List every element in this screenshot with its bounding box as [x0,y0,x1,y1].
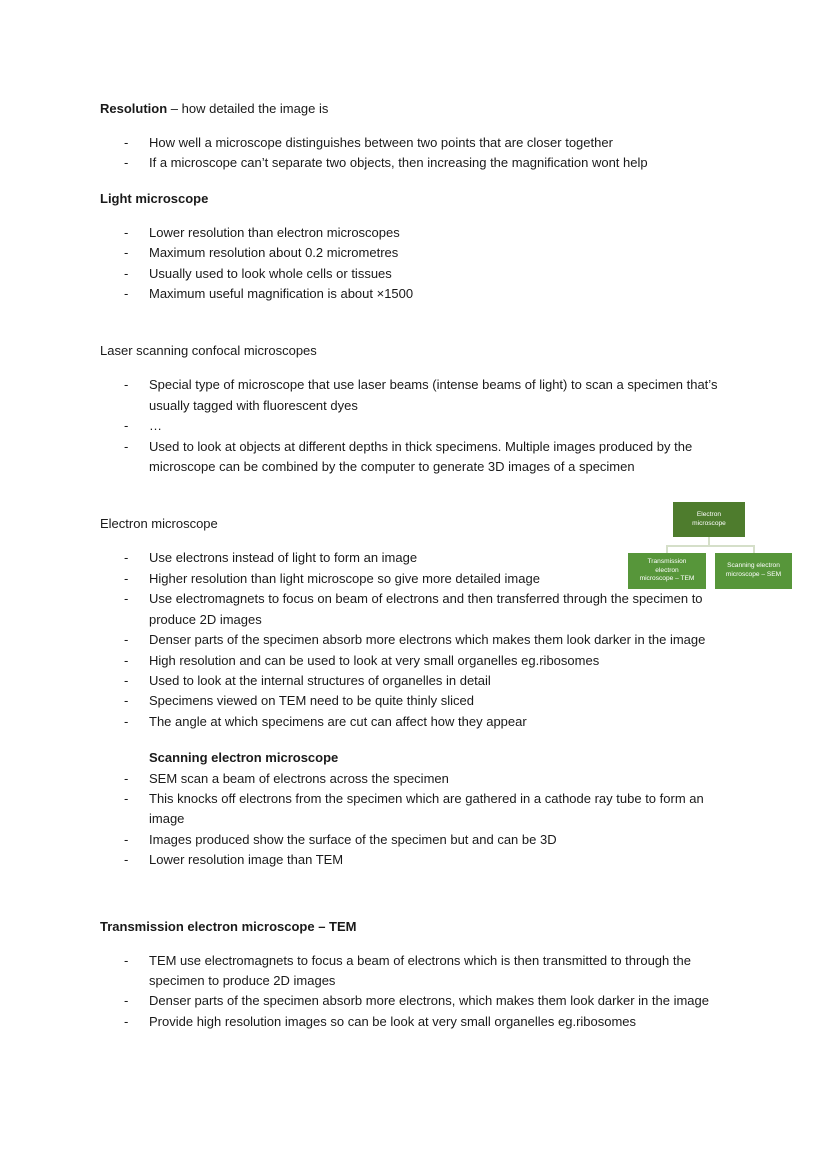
list-item-text: Used to look at the internal structures of organelles in detail [149,672,491,688]
list-item [100,850,740,870]
list-item-text: Lower resolution than electron microscopes [149,224,400,240]
diagram-box-left-line3: microscope – TEM [639,575,695,583]
list-item [100,133,740,153]
list-confocal-microscopes [100,375,740,477]
dash-bullet-icon: - [124,418,129,434]
list-item-text: The angle at which specimens are cut can affect how they appear [149,713,527,729]
diagram-box-left-line1: Transmission [647,558,687,566]
list-item-text: Used to look at objects at different depths in thick specimens. Multiple images produced by the microscope can be combined by the computer to generate 3D images of a specimen [149,438,693,475]
heading-electron-microscope: Electron microscope [100,516,218,532]
list-light-microscope [100,223,740,305]
connector-vertical-right [753,545,755,553]
list-item-text: TEM use electromagnets to focus a beam of electrons which is then transmitted to through the specimen to produce 2D images [149,952,691,988]
list-item [100,284,740,304]
list-item-text: Denser parts of the specimen absorb more electrons, which makes them look darker in the image [149,993,709,1009]
list-item-text: Usually used to look whole cells or tissues [149,265,392,281]
list-item [100,789,740,830]
spacer [100,359,740,375]
dash-bullet-icon: - [124,993,129,1009]
list-item [100,223,740,243]
heading-resolution [100,100,740,117]
dash-bullet-icon: - [124,155,129,171]
electron-microscope-hierarchy-diagram [620,498,800,593]
list-item [100,1012,740,1032]
list-item [100,630,740,650]
dash-bullet-icon: - [124,770,129,786]
list-item-text: Use electrons instead of light to form an image [149,550,418,566]
dash-bullet-icon: - [124,265,129,281]
list-item-text: … [149,418,162,434]
diagram-box-scanning-electron-microscope [715,553,792,589]
heading-transmission-electron-microscope: Transmission electron microscope – TEM [100,918,357,934]
subheading-scanning-electron-microscope: Scanning electron microscope [149,750,339,766]
diagram-box-right-line2: microscope – SEM [725,571,782,578]
list-item [100,691,740,711]
heading-resolution-rest: – how detailed the image is [167,101,329,116]
spacer [100,117,740,133]
diagram-box-top-line1: Electron [696,510,722,518]
dash-bullet-icon: - [124,632,129,648]
dash-bullet-icon: - [124,377,129,393]
list-item [100,769,740,789]
list-item [100,416,740,436]
list-item [100,375,740,416]
list-item [100,991,740,1011]
list-item-text: Special type of microscope that use laser beams (intense beams of light) to scan a specimen that’s usually tagged with fluorescent dyes [149,377,718,413]
heading-resolution-bold: Resolution [100,101,168,116]
spacer [100,909,740,918]
list-item-text: Maximum useful magnification is about ×1500 [149,286,414,302]
list-item [100,264,740,284]
diagram-box-top-line2: microscope [692,519,726,527]
dash-bullet-icon: - [124,952,129,968]
spacer [100,207,740,223]
list-item [100,651,740,671]
list-item-text: If a microscope can’t separate two objects, then increasing the magnification wont help [149,155,648,171]
dash-bullet-icon: - [124,550,129,566]
diagram-box-electron-microscope [673,502,745,537]
heading-confocal-microscopes: Laser scanning confocal microscopes [100,343,317,359]
dash-bullet-icon: - [124,438,129,454]
list-item [100,671,740,691]
list-item-text: Provide high resolution images so can be look at very small organelles eg.ribosomes [149,1013,637,1029]
dash-bullet-icon: - [124,591,129,607]
list-item-text: High resolution and can be used to look at very small organelles eg.ribosomes [149,652,600,668]
list-item [100,951,740,992]
spacer [100,732,740,748]
list-item [100,437,740,478]
connector-horizontal [666,545,754,547]
dash-bullet-icon: - [124,852,129,868]
dash-bullet-icon: - [124,1013,129,1029]
dash-bullet-icon: - [124,713,129,729]
list-item [100,830,740,850]
list-scanning-electron-microscope [100,769,740,871]
list-item-text: This knocks off electrons from the specimen which are gathered in a cathode ray tube to form an image [149,790,704,827]
list-item [100,712,740,732]
list-resolution [100,133,740,174]
list-item [100,589,740,630]
dash-bullet-icon: - [124,135,129,150]
diagram-box-left-line2: electron [655,566,679,574]
diagram-box-top-label [692,511,726,528]
dash-bullet-icon: - [124,831,129,847]
list-item [100,243,740,263]
dash-bullet-icon: - [124,245,129,261]
list-item-text: Specimens viewed on TEM need to be quite thinly sliced [149,693,474,709]
dash-bullet-icon: - [124,652,129,668]
connector-vertical-left [666,545,668,553]
list-item [100,153,740,173]
list-item-text: Denser parts of the specimen absorb more electrons which makes them look darker in the image [149,632,706,648]
list-item-text: Maximum resolution about 0.2 micrometres [149,245,399,261]
dash-bullet-icon: - [124,570,129,586]
dash-bullet-icon: - [124,286,129,302]
list-item-text: Images produced show the surface of the specimen but and can be 3D [149,831,557,847]
dash-bullet-icon: - [124,693,129,709]
list-transmission-electron-microscope [100,951,740,1033]
dash-bullet-icon: - [124,224,129,240]
diagram-box-transmission-electron-microscope [628,553,706,589]
list-item-text: Higher resolution than light microscope so give more detailed image [149,570,540,586]
list-item-text: SEM scan a beam of electrons across the specimen [149,770,449,786]
diagram-box-right-label [726,562,781,579]
list-item-text: How well a microscope distinguishes between two points that are closer together [149,135,613,150]
spacer [100,174,740,190]
list-item-text: Lower resolution image than TEM [149,852,344,868]
spacer [100,935,740,951]
spacer [100,871,740,909]
dash-bullet-icon: - [124,672,129,688]
diagram-box-left-label [640,558,695,584]
spacer [100,304,740,342]
heading-light-microscope: Light microscope [100,190,209,206]
diagram-box-right-line1: Scanning electron [727,562,780,570]
list-item-text: Use electromagnets to focus on beam of electrons and then transferred through the specimen to produce 2D images [149,591,703,627]
dash-bullet-icon: - [124,790,129,806]
